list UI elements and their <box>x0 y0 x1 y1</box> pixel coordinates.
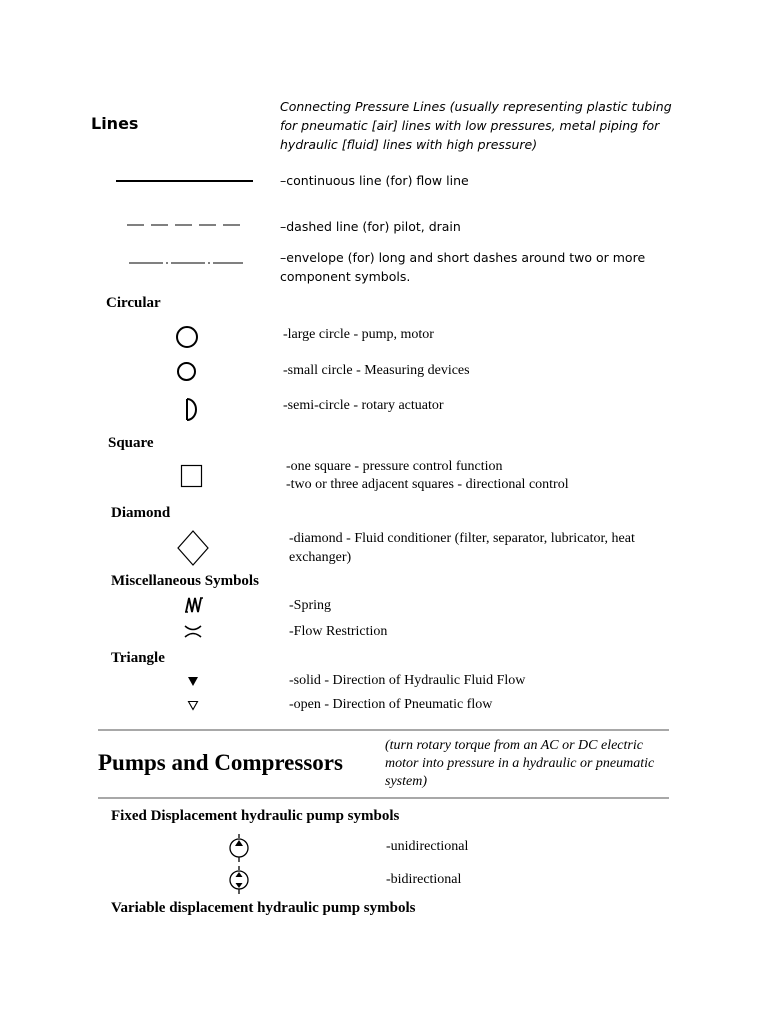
spring-desc: -Spring <box>289 598 331 613</box>
circular-heading: Circular <box>106 295 161 311</box>
divider-top <box>98 729 669 731</box>
variable-pump-heading: Variable displacement hydraulic pump symbols <box>111 900 416 916</box>
solid-triangle-desc: -solid - Direction of Hydraulic Fluid Flow <box>289 673 526 688</box>
square-heading: Square <box>108 435 154 451</box>
semi-circle-symbol <box>184 397 200 423</box>
one-square-desc: -one square - pressure control function <box>286 459 503 474</box>
spring-icon <box>184 596 204 614</box>
dashed-line-desc: –dashed line (for) pilot, drain <box>280 219 461 234</box>
pumps-title: Pumps and Compressors <box>98 750 343 775</box>
misc-heading: Miscellaneous Symbols <box>111 573 259 589</box>
flow-restriction-desc: -Flow Restriction <box>289 624 388 639</box>
small-circle-symbol <box>176 361 197 382</box>
triangle-heading: Triangle <box>111 650 165 666</box>
small-circle-desc: -small circle - Measuring devices <box>283 363 470 378</box>
diamond-desc: -diamond - Fluid conditioner (filter, separator, lubricator, heat exchanger) <box>289 531 635 565</box>
flow-restriction-icon <box>183 624 203 639</box>
lines-intro: Connecting Pressure Lines (usually representing plastic tubing for pneumatic [air] lines with low pressures, metal piping for hydraulic [fluid] lines with high pressure) <box>280 99 672 152</box>
two-squares-desc: -two or three adjacent squares - directional control <box>286 477 569 492</box>
diamond-heading: Diamond <box>111 505 171 521</box>
unidirectional-desc: -unidirectional <box>386 839 469 854</box>
envelope-line-desc: –envelope (for) long and short dashes around two or more component symbols. <box>280 250 646 284</box>
dashed-line-symbol <box>126 220 244 230</box>
large-circle-desc: -large circle - pump, motor <box>283 327 434 342</box>
pumps-note: (turn rotary torque from an AC or DC electric motor into pressure in a hydraulic or pneumatic system) <box>385 738 655 789</box>
square-symbol <box>180 464 204 488</box>
bidirectional-pump-icon <box>228 866 250 894</box>
divider-bottom <box>98 797 669 799</box>
semi-circle-desc: -semi-circle - rotary actuator <box>283 398 444 413</box>
fixed-pump-heading: Fixed Displacement hydraulic pump symbols <box>111 808 400 824</box>
open-triangle-desc: -open - Direction of Pneumatic flow <box>289 697 493 712</box>
lines-heading: Lines <box>91 114 139 133</box>
envelope-line-symbol <box>128 258 244 268</box>
solid-triangle-icon <box>187 676 199 687</box>
diamond-symbol <box>176 529 210 567</box>
continuous-line-symbol <box>115 176 255 186</box>
unidirectional-pump-icon <box>228 834 250 862</box>
large-circle-symbol <box>175 325 199 349</box>
continuous-line-desc: –continuous line (for) flow line <box>280 173 469 188</box>
bidirectional-desc: -bidirectional <box>386 872 462 887</box>
open-triangle-icon <box>187 700 199 711</box>
